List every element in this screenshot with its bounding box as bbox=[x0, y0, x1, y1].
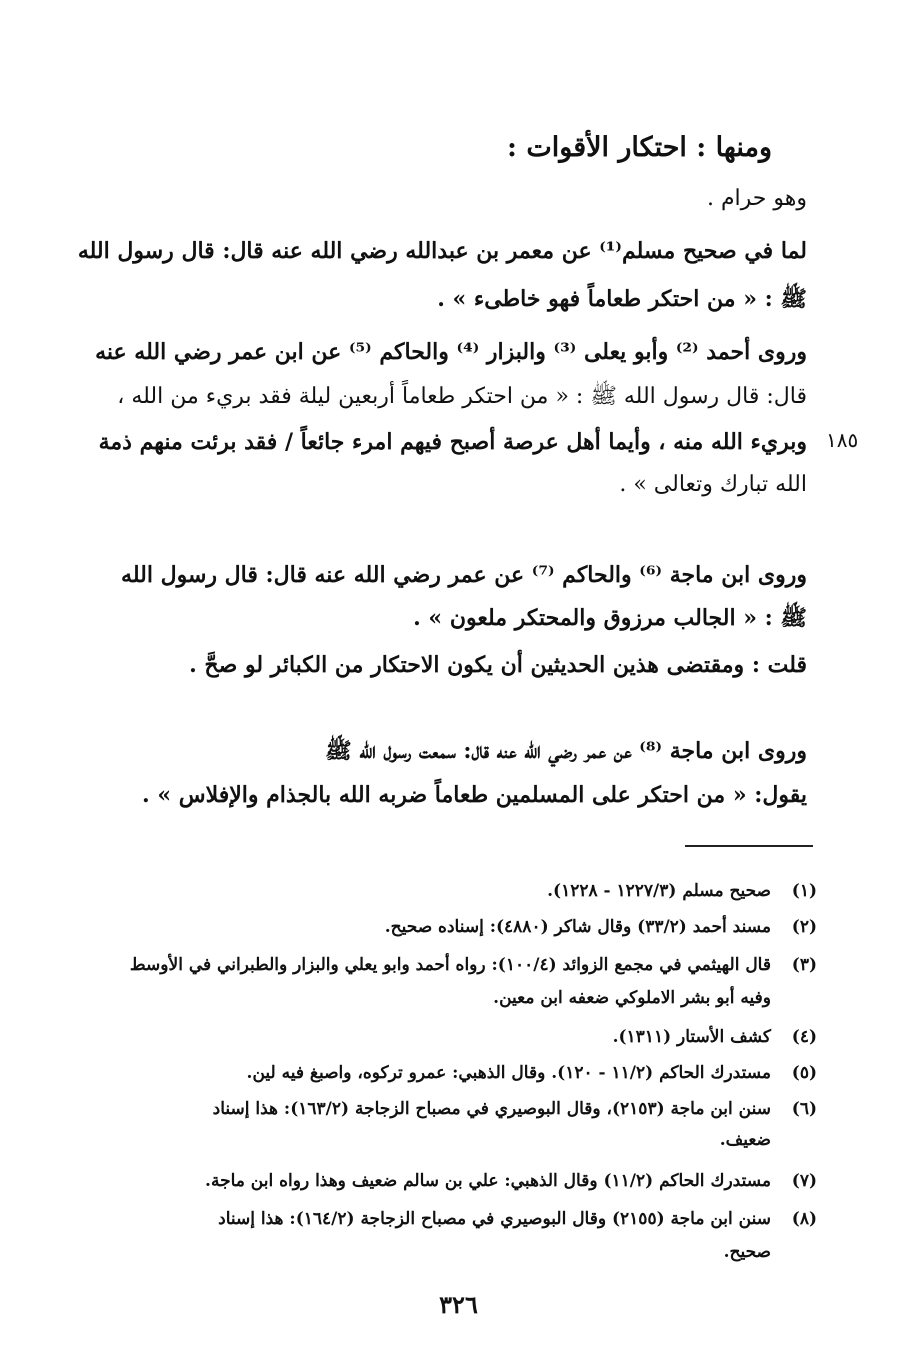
footnote-7 bbox=[97, 1168, 817, 1194]
footnote-number: (٨) bbox=[791, 1209, 817, 1229]
text-line-5: قال: قال رسول الله ﷺ : « من احتكر طعاماً أربعين ليلة فقد بريء من الله ، bbox=[117, 384, 807, 409]
text-line-1: وهو حرام . bbox=[706, 186, 807, 211]
footnote-8 bbox=[97, 1206, 817, 1232]
text-line-11: وروى ابن ماجة ⁽⁸⁾ عن عمر رضي الله عنه قال: سمعت رسول الله ﷺ bbox=[325, 738, 807, 764]
footnote-1 bbox=[97, 878, 817, 904]
footnote-number: (٢) bbox=[791, 917, 817, 937]
footnote-text: سنن ابن ماجة (٢١٥٣)، وقال البوصيري في مصباح الزجاجة (١٦٣/٢): هذا إسناد bbox=[212, 1099, 771, 1119]
footnote-number: (٦) bbox=[791, 1099, 817, 1119]
footnote-4 bbox=[97, 1024, 817, 1050]
text-line-2: لما في صحيح مسلم⁽¹⁾ عن معمر بن عبدالله رضي الله عنه قال: قال رسول الله bbox=[77, 238, 807, 264]
footnote-number: (١) bbox=[791, 881, 817, 901]
text-line-3: ﷺ : « من احتكر طعاماً فهو خاطىء » . bbox=[437, 286, 807, 312]
margin-page-reference: ١٨٥ bbox=[826, 428, 859, 452]
footnote-3 bbox=[97, 952, 817, 978]
footnote-separator bbox=[685, 845, 813, 847]
text-line-6: وبريء الله منه ، وأيما أهل عرصة أصبح فيهم امرء جائعاً / فقد برئت منهم ذمة bbox=[98, 429, 807, 455]
footnote-number: (٧) bbox=[791, 1171, 817, 1191]
footnote-6 bbox=[97, 1096, 817, 1122]
footnote-number: (٤) bbox=[791, 1027, 817, 1047]
footnote-text: مستدرك الحاكم (١١/٢) وقال الذهبي: علي بن سالم ضعيف وهذا رواه ابن ماجة. bbox=[205, 1171, 771, 1191]
text-line-7: الله تبارك وتعالى » . bbox=[619, 472, 807, 497]
footnote-text: كشف الأستار (١٣١١). bbox=[612, 1027, 771, 1047]
footnote-2 bbox=[97, 914, 817, 940]
text-line-8: وروى ابن ماجة ⁽⁶⁾ والحاكم ⁽⁷⁾ عن عمر رضي الله عنه قال: قال رسول الله bbox=[121, 562, 807, 588]
footnote-number: (٥) bbox=[791, 1063, 817, 1083]
footnote-text: مسند أحمد (٣٣/٢) وقال شاكر (٤٨٨٠): إسناده صحيح. bbox=[384, 917, 771, 937]
footnote-number: (٣) bbox=[791, 955, 817, 975]
footnote-6-continuation: ضعيف. bbox=[719, 1130, 771, 1150]
footnote-text: مستدرك الحاكم (١١/٢ - ١٢٠). وقال الذهبي: عمرو تركوه، واصبغ فيه لين. bbox=[246, 1063, 771, 1083]
footnote-5 bbox=[97, 1060, 817, 1086]
page-number: ٣٢٦ bbox=[439, 1290, 478, 1319]
footnote-8-continuation: صحيح. bbox=[723, 1242, 771, 1262]
text-line-10: قلت : ومقتضى هذين الحديثين أن يكون الاحتكار من الكبائر لو صحَّ . bbox=[189, 652, 807, 678]
section-title: ومنها : احتكار الأقوات : bbox=[506, 132, 772, 163]
footnote-3-continuation: وفيه أبو بشر الاملوكي ضعفه ابن معين. bbox=[493, 988, 771, 1008]
footnote-text: قال الهيثمي في مجمع الزوائد (١٠٠/٤): رواه أحمد وابو يعلي والبزار والطبراني في الأوسط bbox=[129, 955, 771, 975]
text-line-4: وروى أحمد ⁽²⁾ وأبو يعلى ⁽³⁾ والبزار ⁽⁴⁾ والحاكم ⁽⁵⁾ عن ابن عمر رضي الله عنه bbox=[95, 339, 807, 365]
text-line-12: يقول: « من احتكر على المسلمين طعاماً ضربه الله بالجذام والإفلاس » . bbox=[142, 782, 807, 808]
footnote-text: سنن ابن ماجة (٢١٥٥) وقال البوصيري في مصباح الزجاجة (١٦٤/٢): هذا إسناد bbox=[218, 1209, 771, 1229]
text-line-9: ﷺ : « الجالب مرزوق والمحتكر ملعون » . bbox=[413, 605, 807, 631]
footnote-text: صحيح مسلم (١٢٢٧/٣ - ١٢٢٨). bbox=[547, 881, 771, 901]
